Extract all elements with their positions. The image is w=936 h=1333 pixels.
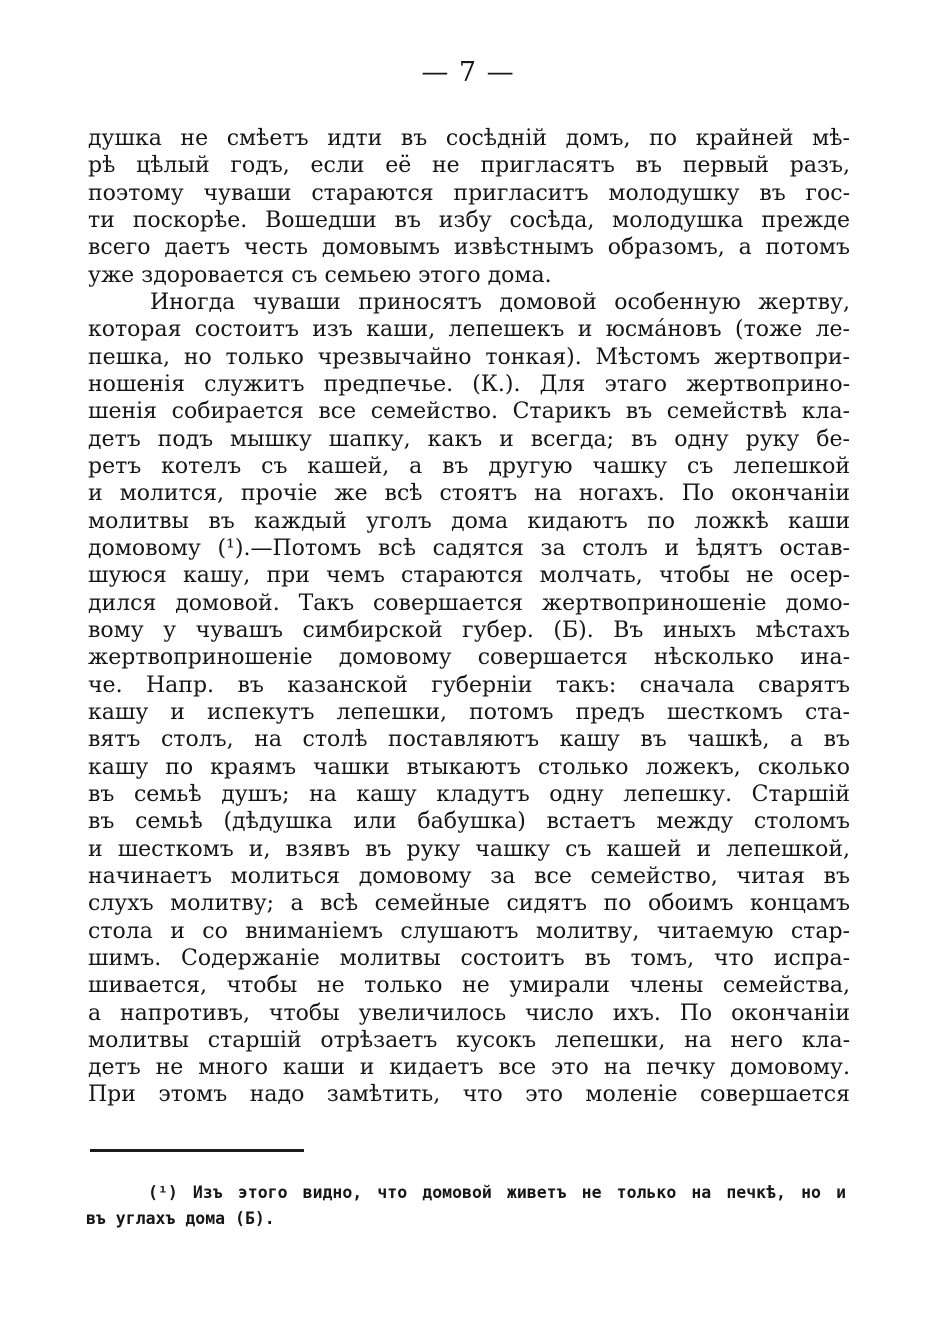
text-line: шуюся кашу, при чемъ стараются молчать, чтобы не осер- (88, 563, 850, 589)
text-line: начинаетъ молиться домовому за все семейство, читая въ (88, 863, 850, 889)
text-line: стола и со вниманіемъ слушаютъ молитву, читаемую стар- (88, 918, 850, 944)
text-line: ти поскорѣе. Вошедши въ избу сосѣда, молодушка прежде (88, 207, 850, 233)
text-line: детъ не много каши и кидаетъ все это на печку домовому. (88, 1055, 850, 1081)
text-line: всего даетъ честь домовымъ извѣстнымъ образомъ, а потомъ (88, 235, 850, 261)
text-line: которая состоитъ изъ каши, лепешекъ и юсмáновъ (тоже ле- (88, 317, 850, 343)
text-line: молитвы въ каждый уголъ дома кидаютъ по ложкѣ каши (88, 508, 850, 534)
text-line: кашу по краямъ чашки втыкаютъ столько ложекъ, сколько (88, 754, 850, 780)
footnote-line: (¹) Изъ этого видно, что домовой живетъ не только на печкѣ, но и (148, 1183, 846, 1202)
text-line: детъ подъ мышку шапку, какъ и всегда; въ одну руку бе- (88, 426, 850, 452)
footnote-divider (90, 1149, 304, 1152)
text-line: и шесткомъ и, взявъ въ руку чашку съ кашей и лепешкой, (88, 836, 850, 862)
text-line: а напротивъ, чтобы увеличилось число ихъ. По окончаніи (88, 1000, 850, 1026)
text-line: че. Напр. въ казанской губерніи такъ: сначала сварятъ (88, 672, 850, 698)
text-line: поэтому чуваши стараются пригласитъ молодушку въ гос- (88, 180, 850, 206)
text-line: шивается, чтобы не только не умирали члены семейства, (88, 973, 850, 999)
text-line: уже здоровается съ семьею этого дома. (88, 262, 552, 288)
text-line: ретъ котелъ съ кашей, а въ другую чашку съ лепешкой (88, 453, 850, 479)
text-line: шимъ. Содержаніе молитвы состоитъ въ томъ, что испра- (88, 945, 850, 971)
text-line: пешка, но только чрезвычайно тонкая). Мѣстомъ жертвопри- (88, 344, 850, 370)
text-line: вому у чувашъ симбирской губер. (Б). Въ иныхъ мѣстахъ (88, 617, 850, 643)
text-line: шенія собирается все семейство. Старикъ въ семействѣ кла- (88, 399, 850, 425)
paragraph-start-line: Иногда чуваши приносятъ домовой особенную жертву, (150, 289, 850, 315)
text-line: жертвоприношеніе домовому совершается нѣсколько ина- (88, 645, 850, 671)
text-line: дился домовой. Такъ совершается жертвоприношеніе домо- (88, 590, 850, 616)
footnote-line: въ углахъ дома (Б). (86, 1209, 275, 1228)
text-line: и молится, прочіе же всѣ стоятъ на ногахъ. По окончаніи (88, 481, 850, 507)
text-line: кашу и испекутъ лепешки, потомъ предъ шесткомъ ста- (88, 699, 850, 725)
text-line: слухъ молитву; а всѣ семейные сидятъ по обоимъ концамъ (88, 891, 850, 917)
page-number: — 7 — (421, 57, 515, 88)
text-line: въ семьѣ (дѣдушка или бабушка) встаетъ между столомъ (88, 809, 850, 835)
text-line: вятъ столъ, на столѣ поставляютъ кашу въ чашкѣ, а въ (88, 727, 850, 753)
main-text (88, 125, 850, 1109)
footnote (86, 1180, 846, 1232)
text-line: домовому (¹).—Потомъ всѣ садятся за столъ и ѣдятъ остав- (88, 535, 850, 561)
text-line: ношенія служитъ предпечье. (К.). Для этаго жертвоприно- (88, 371, 850, 397)
text-line: При этомъ надо замѣтить, что это моленіе совершается (88, 1082, 850, 1108)
text-line: молитвы старшій отрѣзаетъ кусокъ лепешки, на него кла- (88, 1027, 850, 1053)
text-line: въ семьѣ душъ; на кашу кладутъ одну лепешку. Старшій (88, 781, 850, 807)
text-line: душка не смѣетъ идти въ сосѣдній домъ, по крайней мѣ- (88, 126, 850, 151)
text-line: рѣ цѣлый годъ, если её не пригласятъ въ первый разъ, (88, 153, 850, 179)
